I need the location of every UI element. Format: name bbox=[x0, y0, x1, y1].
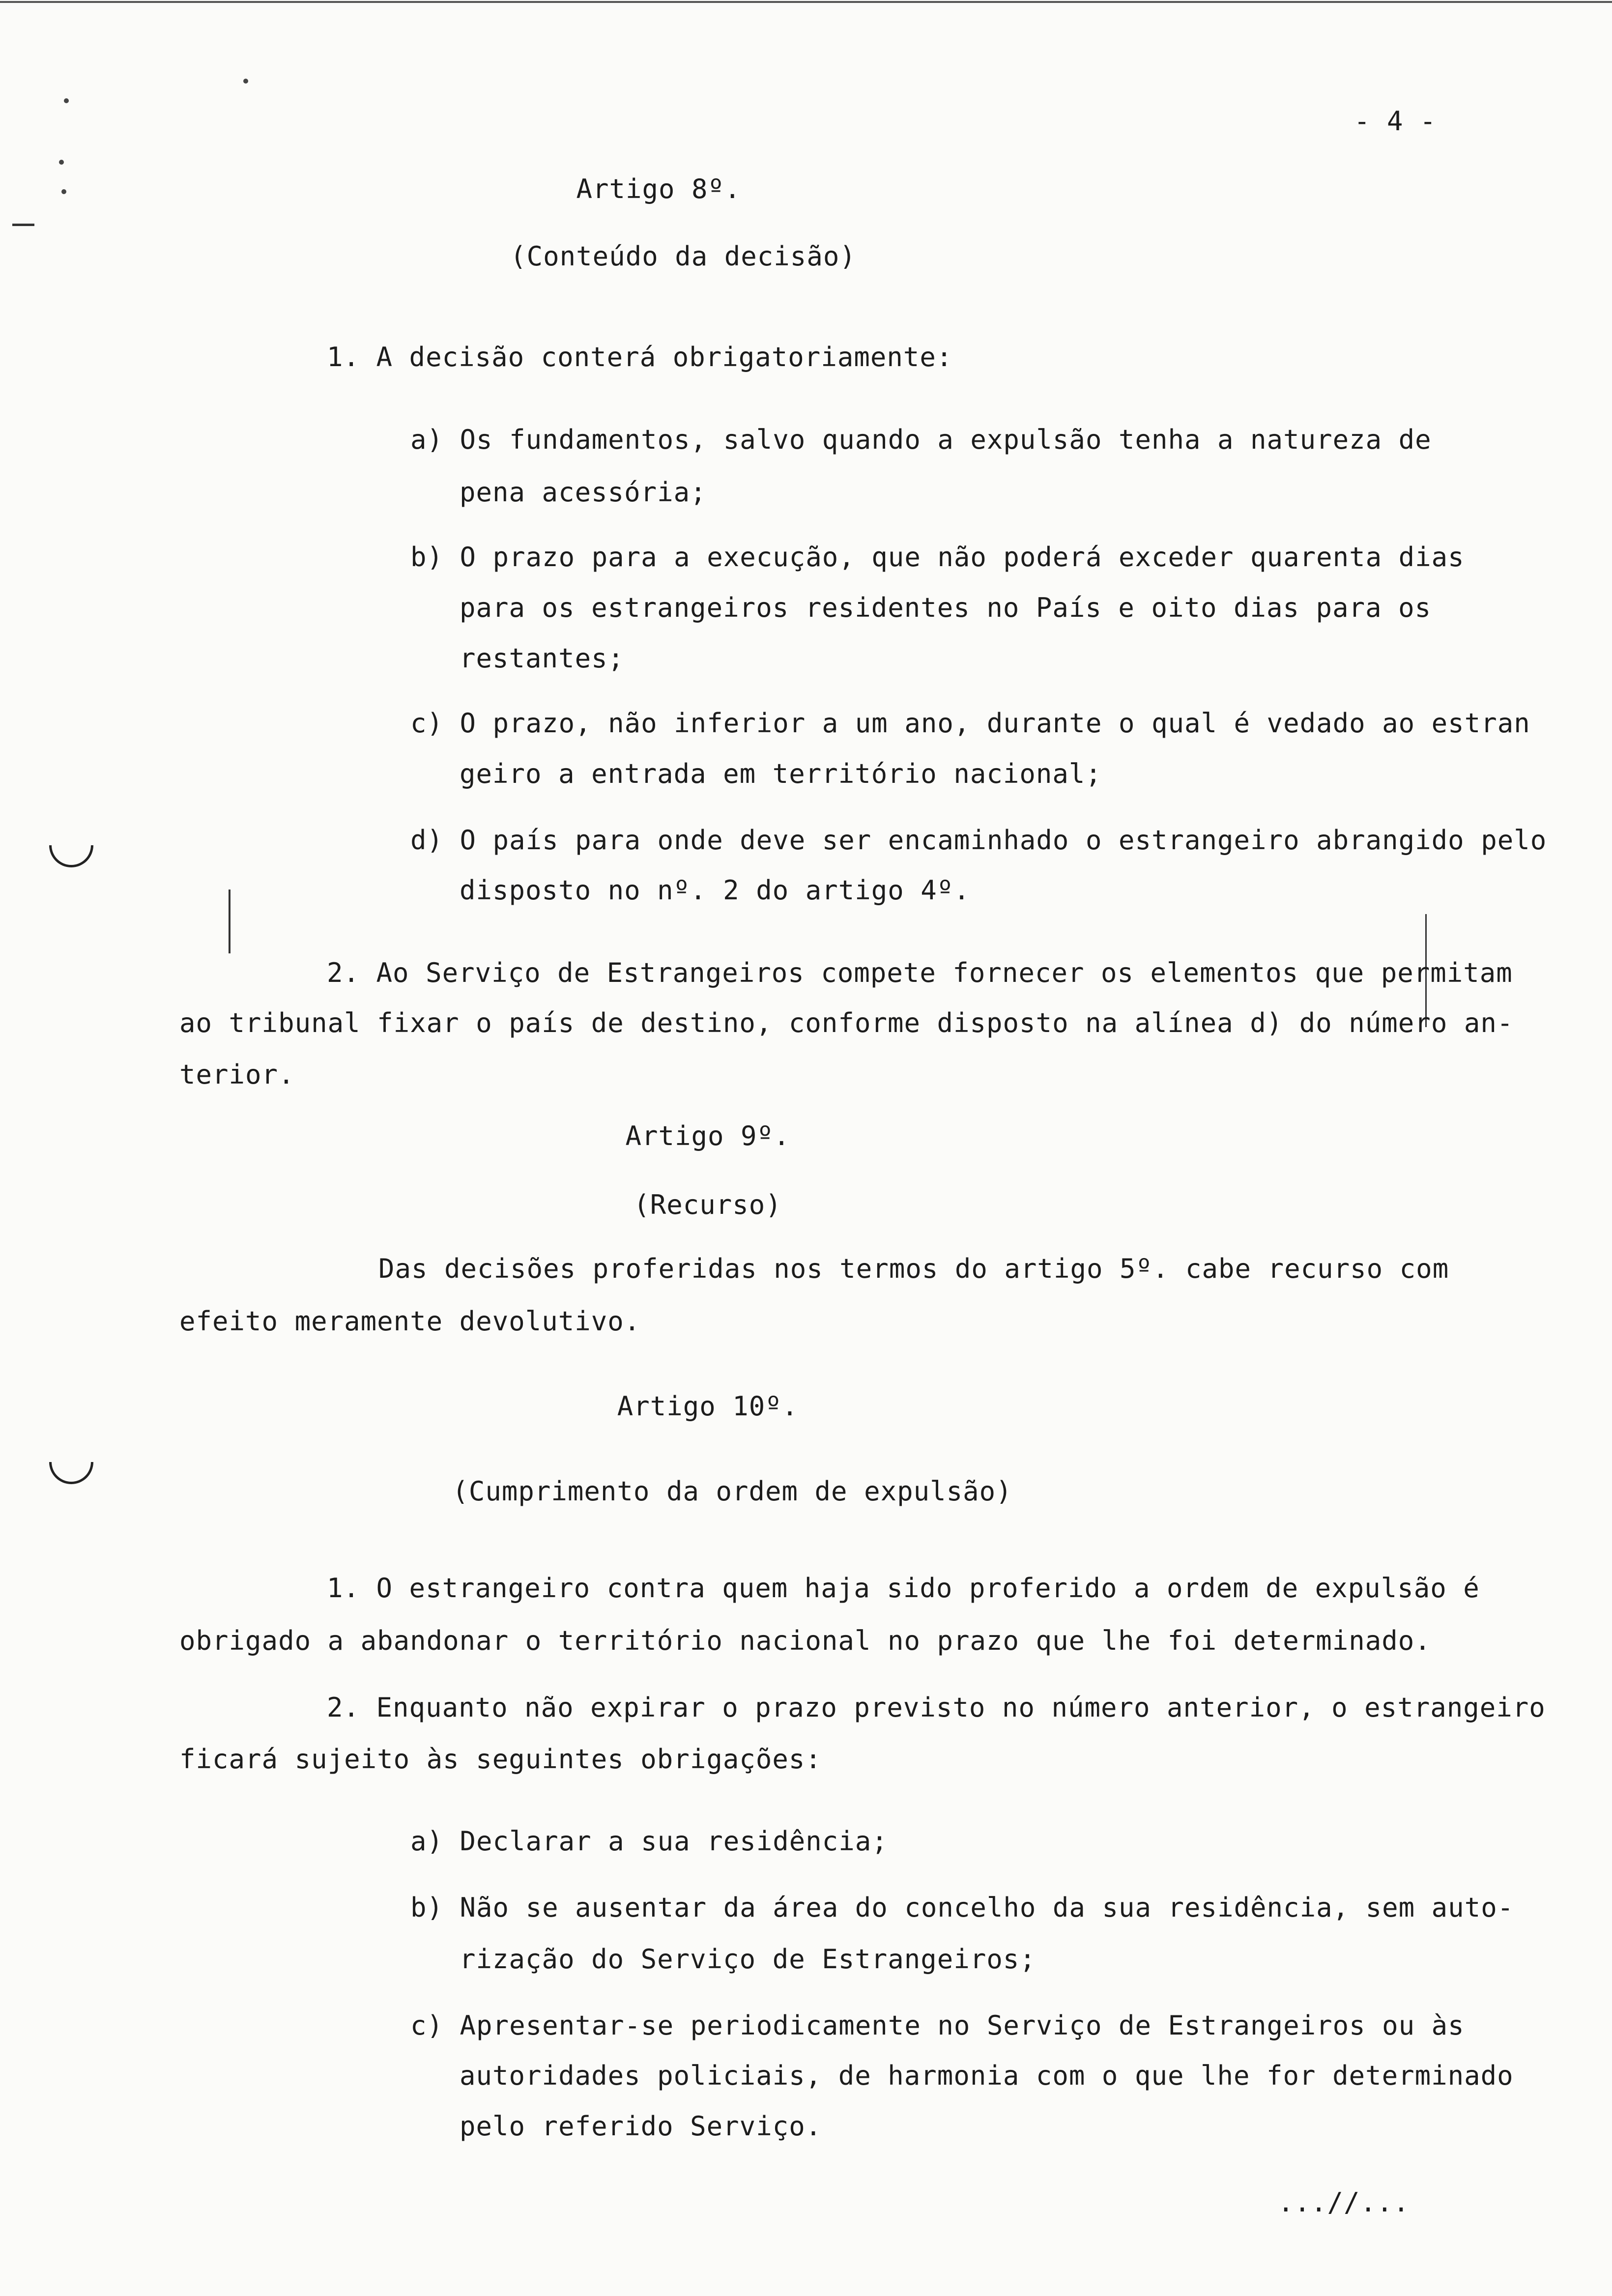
article-8-item-b: b) O prazo para a execução, que não poderá exceder quarenta dias bbox=[410, 542, 1465, 573]
article-10-item-c-cont: pelo referido Serviço. bbox=[460, 2111, 822, 2142]
scan-dash bbox=[12, 224, 34, 226]
article-8-item-b-cont: restantes; bbox=[460, 643, 625, 674]
scan-speck bbox=[59, 160, 64, 165]
scan-speck bbox=[64, 98, 69, 103]
article-8-paragraph-2-cont: terior. bbox=[179, 1059, 295, 1090]
article-10-paragraph-1: 1. O estrangeiro contra quem haja sido proferido a ordem de expulsão é bbox=[327, 1573, 1480, 1604]
article-9-subtitle: (Recurso) bbox=[633, 1189, 782, 1220]
article-10-item-c-cont: autoridades policiais, de harmonia com o que lhe for determinado bbox=[460, 2060, 1514, 2091]
article-8-paragraph-2: 2. Ao Serviço de Estrangeiros compete fornecer os elementos que permitam bbox=[327, 957, 1513, 988]
article-10-item-b-cont: rização do Serviço de Estrangeiros; bbox=[460, 1944, 1036, 1975]
article-8-item-d: d) O país para onde deve ser encaminhado o estrangeiro abrangido pelo bbox=[410, 825, 1547, 856]
article-8-paragraph-2-cont: ao tribunal fixar o país de destino, conforme disposto na alínea d) do número an- bbox=[179, 1007, 1514, 1038]
continuation-mark: ...//... bbox=[1278, 2187, 1410, 2218]
article-8-item-c-cont: geiro a entrada em território nacional; bbox=[460, 758, 1102, 789]
scan-top-edge bbox=[0, 1, 1612, 3]
scan-line bbox=[229, 890, 230, 953]
article-8-item-a-cont: pena acessória; bbox=[460, 477, 707, 508]
article-8-item-c: c) O prazo, não inferior a um ano, durante o qual é vedado ao estran bbox=[410, 708, 1530, 739]
article-10-paragraph-2-cont: ficará sujeito às seguintes obrigações: bbox=[179, 1744, 822, 1775]
article-10-subtitle: (Cumprimento da ordem de expulsão) bbox=[452, 1476, 1012, 1507]
scan-speck bbox=[61, 189, 66, 194]
article-8-item-d-cont: disposto no nº. 2 do artigo 4º. bbox=[460, 875, 970, 906]
article-10-paragraph-2: 2. Enquanto não expirar o prazo previsto no número anterior, o estrangeiro bbox=[327, 1692, 1546, 1723]
article-9-heading: Artigo 9º. bbox=[625, 1120, 790, 1151]
scan-speck bbox=[243, 79, 248, 84]
article-9-paragraph-cont: efeito meramente devolutivo. bbox=[179, 1306, 641, 1337]
article-8-item-a: a) Os fundamentos, salvo quando a expulsão tenha a natureza de bbox=[410, 424, 1432, 455]
punch-hole-mark bbox=[49, 845, 93, 867]
article-9-paragraph: Das decisões proferidas nos termos do artigo 5º. cabe recurso com bbox=[378, 1253, 1449, 1284]
article-10-item-a: a) Declarar a sua residência; bbox=[410, 1826, 888, 1857]
article-8-heading: Artigo 8º. bbox=[576, 173, 741, 204]
article-10-heading: Artigo 10º. bbox=[617, 1391, 799, 1422]
article-8-subtitle: (Conteúdo da decisão) bbox=[510, 241, 856, 272]
page-number: - 4 - bbox=[1354, 106, 1437, 137]
punch-hole-mark bbox=[49, 1462, 93, 1484]
article-10-paragraph-1-cont: obrigado a abandonar o território nacional no prazo que lhe foi determinado. bbox=[179, 1625, 1431, 1656]
article-8-paragraph-1: 1. A decisão conterá obrigatoriamente: bbox=[327, 342, 953, 373]
article-10-item-b: b) Não se ausentar da área do concelho da sua residência, sem auto- bbox=[410, 1892, 1514, 1923]
article-8-item-b-cont: para os estrangeiros residentes no País e oito dias para os bbox=[460, 592, 1432, 623]
article-10-item-c: c) Apresentar-se periodicamente no Serviço de Estrangeiros ou às bbox=[410, 2010, 1465, 2041]
